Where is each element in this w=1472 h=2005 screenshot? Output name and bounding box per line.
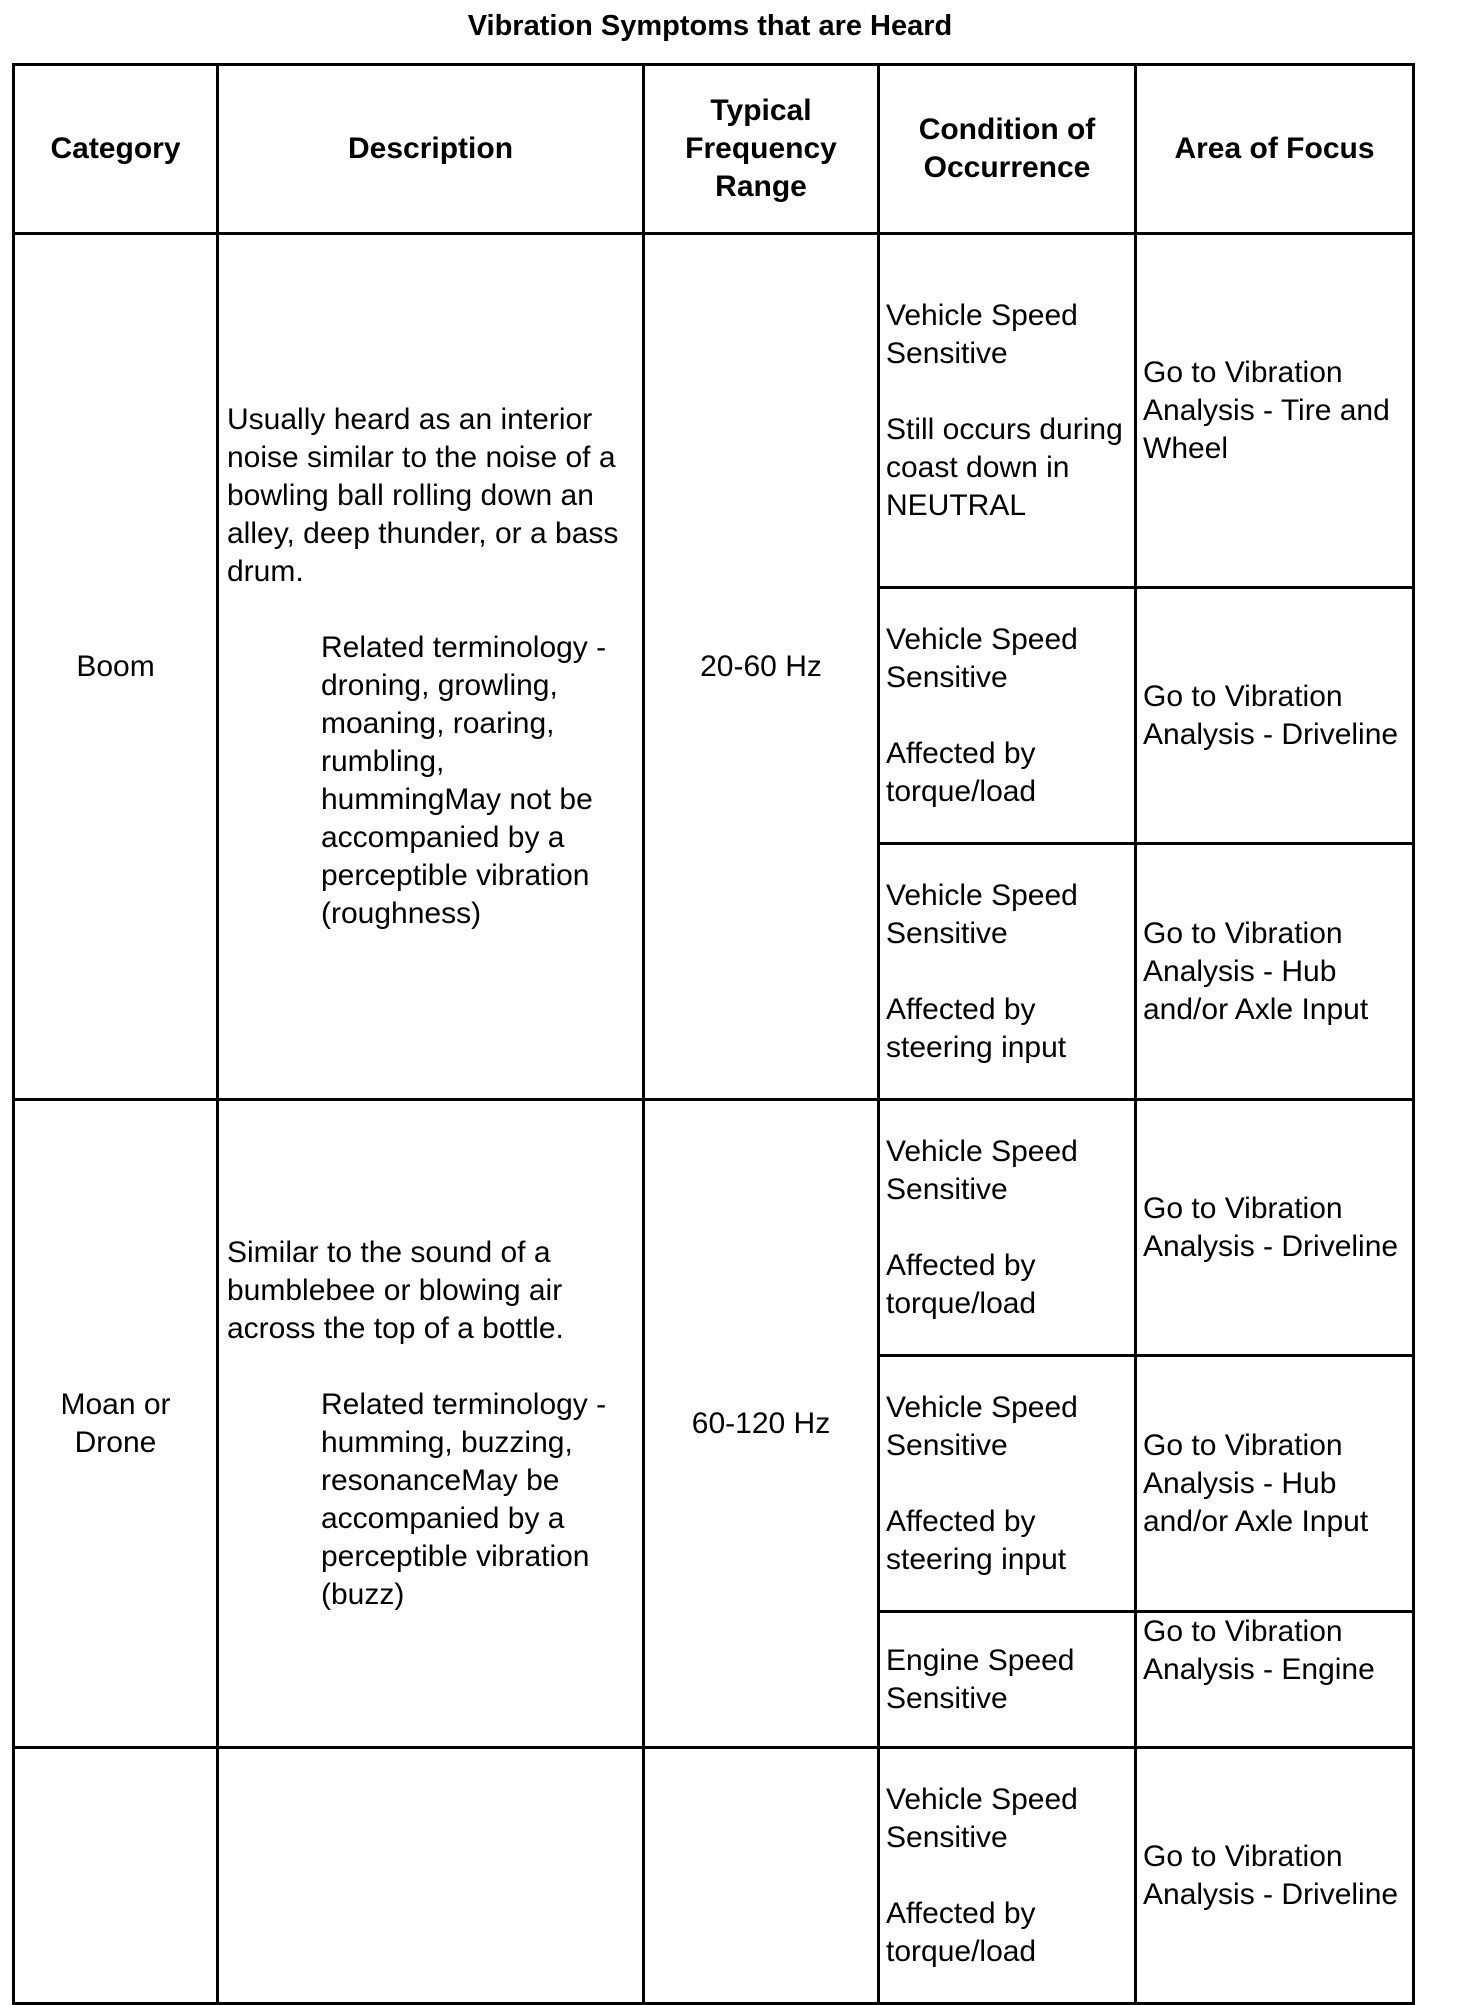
condition-detail: Still occurs during coast down in NEUTRAL bbox=[886, 412, 1123, 522]
category-cell bbox=[14, 1748, 218, 2004]
page-title: Vibration Symptoms that are Heard bbox=[467, 10, 953, 42]
frequency-cell bbox=[644, 1748, 879, 2004]
condition-detail: Affected by torque/load bbox=[886, 1896, 1037, 1968]
focus-cell: Go to Vibration Analysis - Driveline bbox=[1136, 588, 1414, 844]
condition-cell bbox=[879, 844, 1136, 1100]
condition-detail: Affected by steering input bbox=[886, 992, 1067, 1064]
condition-detail: Affected by steering input bbox=[886, 1504, 1067, 1576]
table-row bbox=[14, 234, 1414, 588]
condition-line: Vehicle Speed Sensitive bbox=[886, 298, 1078, 370]
focus-cell: Go to Vibration Analysis - Tire and Wheel bbox=[1136, 234, 1414, 588]
category-cell: Boom bbox=[14, 234, 218, 1100]
description-text: Usually heard as an interior noise similar to the noise of a bowling ball rolling down an alley, deep thunder, or a bass drum. bbox=[227, 402, 619, 588]
condition-line: Vehicle Speed Sensitive bbox=[886, 1390, 1078, 1462]
frequency-cell: 20-60 Hz bbox=[644, 234, 879, 1100]
header-category: Category bbox=[14, 65, 218, 234]
header-frequency: Typical Frequency Range bbox=[644, 65, 879, 234]
focus-cell: Go to Vibration Analysis - Driveline bbox=[1136, 1748, 1414, 2004]
focus-cell: Go to Vibration Analysis - Engine bbox=[1136, 1612, 1414, 1748]
condition-cell bbox=[879, 588, 1136, 844]
description-cell bbox=[218, 1748, 644, 2004]
condition-line: Vehicle Speed Sensitive bbox=[886, 1134, 1078, 1206]
condition-cell bbox=[879, 1100, 1136, 1356]
related-terminology: Related terminology - humming, buzzing, resonanceMay be accompanied by a perceptible vibration (buzz) bbox=[321, 1387, 607, 1611]
focus-cell: Go to Vibration Analysis - Hub and/or Axle Input bbox=[1136, 844, 1414, 1100]
category-cell: Moan or Drone bbox=[14, 1100, 218, 1748]
header-description: Description bbox=[218, 65, 644, 234]
header-focus: Area of Focus bbox=[1136, 65, 1414, 234]
condition-cell bbox=[879, 234, 1136, 588]
related-terminology: Related terminology - droning, growling, moaning, roaring, rumbling, hummingMay not be accompanied by a perceptible vibration (roughness) bbox=[321, 630, 607, 930]
description-cell bbox=[218, 234, 644, 1100]
condition-cell bbox=[879, 1748, 1136, 2004]
condition-line: Vehicle Speed Sensitive bbox=[886, 622, 1078, 694]
description-cell bbox=[218, 1100, 644, 1748]
table-row bbox=[14, 1100, 1414, 1356]
condition-line: Vehicle Speed Sensitive bbox=[886, 1782, 1078, 1854]
condition-line: Engine Speed Sensitive bbox=[886, 1643, 1075, 1715]
focus-cell: Go to Vibration Analysis - Driveline bbox=[1136, 1100, 1414, 1356]
header-condition: Condition of Occurrence bbox=[879, 65, 1136, 234]
condition-detail: Affected by torque/load bbox=[886, 1248, 1037, 1320]
table-row bbox=[14, 1748, 1414, 2004]
focus-cell: Go to Vibration Analysis - Hub and/or Axle Input bbox=[1136, 1356, 1414, 1612]
frequency-cell: 60-120 Hz bbox=[644, 1100, 879, 1748]
condition-line: Vehicle Speed Sensitive bbox=[886, 878, 1078, 950]
condition-cell bbox=[879, 1612, 1136, 1748]
condition-cell bbox=[879, 1356, 1136, 1612]
condition-detail: Affected by torque/load bbox=[886, 736, 1037, 808]
description-text: Similar to the sound of a bumblebee or blowing air across the top of a bottle. bbox=[227, 1235, 564, 1345]
vibration-symptoms-table bbox=[12, 63, 1415, 2005]
header-row bbox=[14, 65, 1414, 234]
